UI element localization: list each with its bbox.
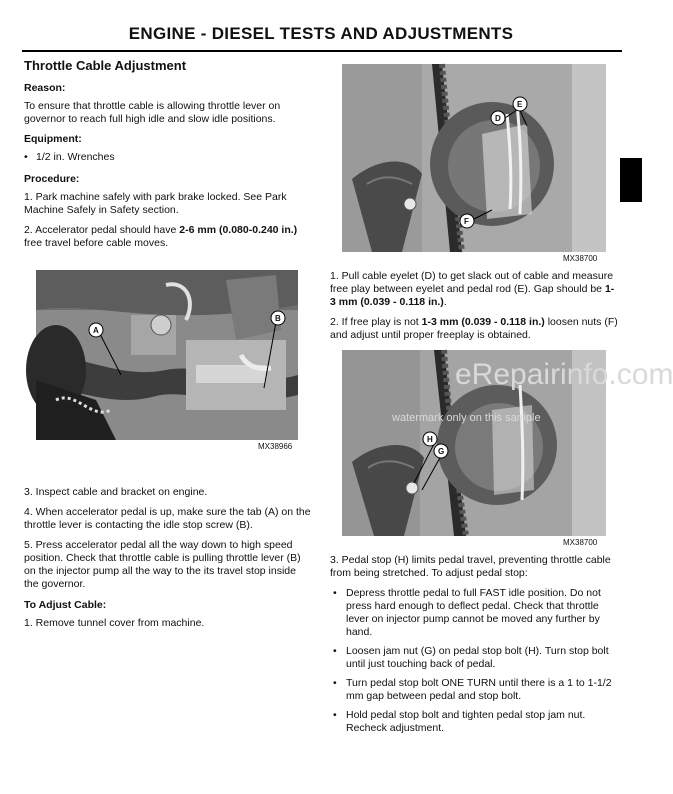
right-column-bottom [330, 554, 620, 741]
adjust-step-1-pre: 1. Pull cable eyelet (D) to get slack out of cable and measure free play between eyelet and pedal rod (E). Gap should be [330, 270, 614, 295]
procedure-step-2-post: free travel before cable moves. [24, 237, 169, 249]
callout-b: B [275, 314, 281, 323]
watermark-site: eRepairinfo.com [455, 358, 673, 391]
pedal-bullet-1: • Depress throttle pedal to full FAST idle position. Do not press hard enough to deflect pedal. Check that throttle lever on injector pump cannot be moved any further by hand. [333, 587, 620, 639]
pedal-stop-step-3: 3. Pedal stop (H) limits pedal travel, preventing throttle cable from being stretched. To adjust pedal stop: [330, 554, 611, 579]
callout-g: G [438, 447, 445, 456]
adjust-step-2-pre: 2. If free play is not [330, 316, 422, 328]
pedal-bullet-4: • Hold pedal stop bolt and tighten pedal stop jam nut. Recheck adjustment. [333, 709, 620, 735]
procedure-step-4: 4. When accelerator pedal is up, make sure the tab (A) on the throttle lever is contacting the idle stop screw (B). [24, 506, 311, 531]
callout-e: E [517, 100, 523, 109]
adjust-cable-heading: To Adjust Cable: [24, 599, 107, 611]
adjust-step-1-post: . [443, 296, 447, 308]
left-column [24, 59, 312, 257]
adjust-step-1-right [330, 270, 620, 309]
watermark-note: watermark only on this sample [392, 412, 541, 424]
callout-a: A [93, 326, 99, 335]
procedure-step-2 [24, 224, 312, 250]
page-title: ENGINE - DIESEL TESTS AND ADJUSTMENTS [128, 24, 514, 43]
figure-2-tag: MX38700 [563, 254, 598, 263]
callout-d: D [495, 114, 501, 123]
adjust-step-2-spec: 1-3 mm (0.039 - 0.118 in.) [421, 316, 545, 328]
procedure-step-2-pre: 2. Accelerator pedal should have [24, 224, 180, 236]
adjust-step-2 [330, 316, 620, 342]
figure-pedal-stop-photo [342, 350, 606, 536]
right-column-top [330, 270, 620, 349]
reason-heading: Reason: [24, 82, 66, 94]
equipment-item: • 1/2 in. Wrenches [24, 151, 312, 164]
procedure-step-3: 3. Inspect cable and bracket on engine. [24, 486, 208, 498]
section-tab-marker [620, 158, 642, 202]
figure-3-tag: MX38700 [563, 538, 598, 547]
figure-1-tag: MX38966 [258, 442, 293, 451]
callout-h: H [427, 435, 433, 444]
equipment-heading: Equipment: [24, 133, 82, 145]
adjust-step-2-post: loosen nuts (F) and adjust until proper freeplay is obtained. [330, 316, 618, 341]
pedal-stop-bullets [330, 587, 620, 735]
reason-text: To ensure that throttle cable is allowing throttle lever on governor to reach full high idle and slow idle positions. [24, 100, 281, 125]
section-title: Throttle Cable Adjustment [24, 58, 187, 73]
header-rule [22, 50, 622, 52]
procedure-step-5: 5. Press accelerator pedal all the way down to high speed position. Check that throttle cable is pulling throttle lever (B) on the injector pump all the way to the its travel stop inside the governor. [24, 539, 301, 590]
left-column-continued [24, 486, 312, 637]
pedal-bullet-3: • Turn pedal stop bolt ONE TURN until there is a 1 to 1-1/2 mm gap between pedal and stop bolt. [333, 677, 620, 703]
figure-cable-eyelet-photo [342, 64, 606, 252]
callout-f: F [464, 217, 469, 226]
procedure-step-2-spec: 2-6 mm (0.080-0.240 in.) [179, 224, 298, 236]
procedure-heading: Procedure: [24, 173, 80, 185]
pedal-bullet-2: • Loosen jam nut (G) on pedal stop bolt (H). Turn stop bolt until just touching back of pedal. [333, 645, 620, 671]
figure-throttle-lever-photo [36, 270, 298, 440]
adjust-step-1-spec: 1-3 mm (0.039 - 0.118 in.) [330, 283, 615, 308]
procedure-step-1: 1. Park machine safely with park brake locked. See Park Machine Safely in Safety section. [24, 191, 287, 216]
adjust-step-1: 1. Remove tunnel cover from machine. [24, 617, 205, 629]
